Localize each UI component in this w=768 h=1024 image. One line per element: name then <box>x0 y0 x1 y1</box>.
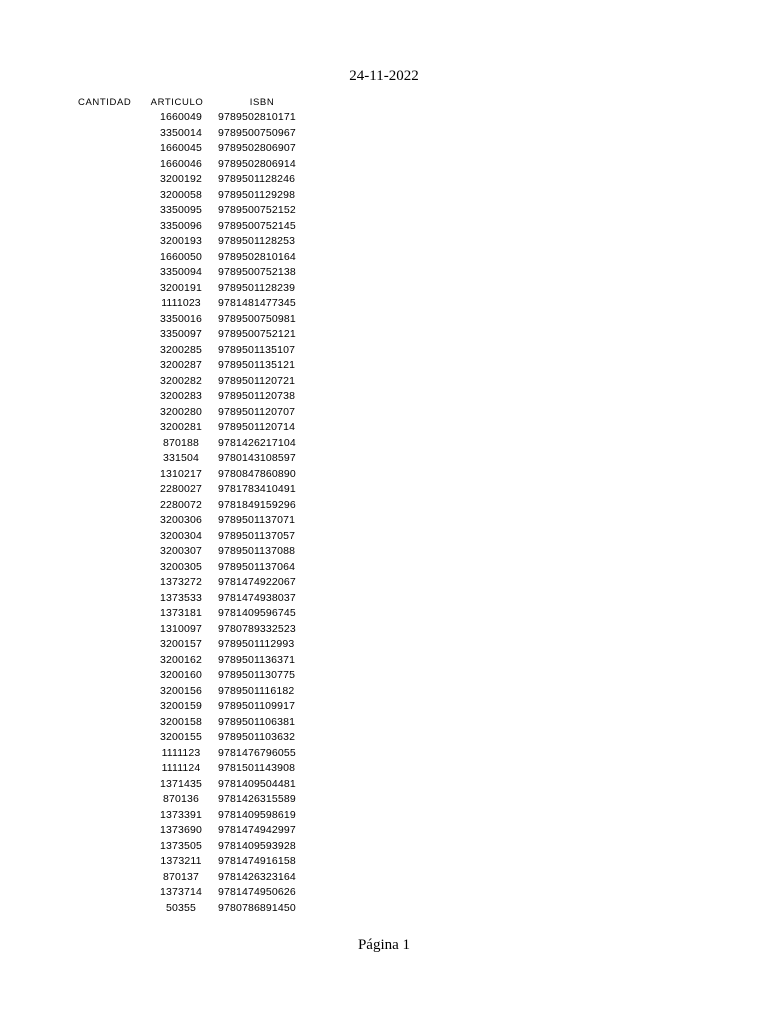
cell-articulo-value: 3200159 <box>160 700 202 712</box>
cell-articulo <box>144 901 210 917</box>
cell-isbn: 9789501120721 <box>218 374 296 387</box>
cell-articulo <box>144 451 210 467</box>
cell-cantidad <box>78 715 144 731</box>
cell-cantidad <box>78 668 144 684</box>
table-row <box>78 792 314 808</box>
cell-articulo-value: 1111124 <box>161 762 201 774</box>
cell-articulo-value: 3200058 <box>160 188 202 201</box>
cell-articulo <box>144 467 210 483</box>
table-row <box>78 668 314 684</box>
cell-articulo-value: 870137 <box>163 870 199 883</box>
cell-isbn: 9789501136371 <box>218 653 296 666</box>
cell-isbn: 9789501112993 <box>218 638 295 650</box>
cell-articulo <box>144 653 210 669</box>
cell-isbn: 9789501137064 <box>218 560 296 573</box>
cell-isbn: 9781426323164 <box>218 870 296 883</box>
table-row <box>78 358 314 374</box>
cell-articulo <box>144 405 210 421</box>
table-row <box>78 529 314 545</box>
cell-articulo <box>144 513 210 529</box>
cell-articulo-value: 3200158 <box>160 715 202 728</box>
cell-isbn: 9781474942997 <box>218 824 296 836</box>
table-row <box>78 157 314 173</box>
cell-articulo-value: 1111023 <box>161 297 201 309</box>
cell-isbn: 9780786891450 <box>218 901 296 914</box>
column-header-cantidad: CANTIDAD <box>78 97 132 108</box>
cell-isbn: 9781501143908 <box>218 762 296 774</box>
cell-articulo-value: 3350095 <box>160 204 202 216</box>
cell-isbn: 9789501103632 <box>218 731 296 743</box>
cell-articulo-value: 3200285 <box>160 343 202 356</box>
cell-isbn: 9789502810164 <box>218 250 296 263</box>
cell-articulo <box>144 374 210 390</box>
cell-articulo <box>144 219 210 235</box>
table-row <box>78 188 314 204</box>
cell-isbn: 9789501135107 <box>218 343 296 356</box>
cell-articulo <box>144 575 210 591</box>
cell-articulo-value: 3200157 <box>160 638 202 650</box>
cell-articulo-value: 3350016 <box>160 312 202 325</box>
table-row <box>78 699 314 715</box>
cell-cantidad <box>78 684 144 700</box>
cell-articulo-value: 3200282 <box>160 374 202 387</box>
cell-cantidad <box>78 327 144 343</box>
cell-isbn: 9789501137057 <box>218 529 296 542</box>
table-row <box>78 684 314 700</box>
cell-articulo-value: 1373505 <box>160 839 202 852</box>
table-row <box>78 281 314 297</box>
table-row <box>78 405 314 421</box>
cell-cantidad <box>78 808 144 824</box>
cell-cantidad <box>78 575 144 591</box>
cell-cantidad <box>78 467 144 483</box>
cell-isbn: 9789501128246 <box>218 173 296 185</box>
cell-articulo <box>144 157 210 173</box>
cell-isbn: 9781481477345 <box>218 297 296 309</box>
cell-articulo-value: 3200193 <box>160 235 202 247</box>
cell-isbn: 9789501137071 <box>218 514 296 526</box>
cell-articulo-value: 870188 <box>163 436 199 449</box>
cell-cantidad <box>78 777 144 793</box>
cell-isbn: 9789501129298 <box>218 188 296 201</box>
table-row <box>78 374 314 390</box>
cell-isbn: 9789501116182 <box>218 684 295 697</box>
table-row <box>78 498 314 514</box>
cell-articulo <box>144 281 210 297</box>
table-row <box>78 885 314 901</box>
cell-articulo <box>144 420 210 436</box>
table-row <box>78 296 314 312</box>
cell-cantidad <box>78 529 144 545</box>
table-row <box>78 420 314 436</box>
cell-articulo <box>144 172 210 188</box>
cell-articulo-value: 1660049 <box>160 111 202 123</box>
cell-isbn: 9781474916158 <box>218 855 296 867</box>
cell-articulo-value: 870136 <box>163 793 199 805</box>
cell-isbn: 9780847860890 <box>218 467 296 480</box>
cell-articulo <box>144 854 210 870</box>
cell-isbn: 9781409593928 <box>218 839 296 852</box>
cell-articulo-value: 3200191 <box>160 281 202 294</box>
cell-cantidad <box>78 653 144 669</box>
cell-cantidad <box>78 343 144 359</box>
cell-articulo <box>144 885 210 901</box>
table-row <box>78 343 314 359</box>
cell-isbn: 9781474950626 <box>218 886 296 898</box>
cell-articulo <box>144 870 210 886</box>
page-number: Página 1 <box>357 937 411 953</box>
cell-articulo <box>144 808 210 824</box>
cell-isbn: 9789501109917 <box>218 700 296 712</box>
cell-cantidad <box>78 591 144 607</box>
cell-articulo <box>144 668 210 684</box>
cell-isbn: 9781783410491 <box>218 483 296 495</box>
cell-cantidad <box>78 451 144 467</box>
cell-isbn: 9781426315589 <box>218 793 296 805</box>
table-row <box>78 126 314 142</box>
cell-articulo-value: 3200305 <box>160 560 202 573</box>
table-header <box>78 95 314 110</box>
cell-cantidad <box>78 761 144 777</box>
table-row <box>78 839 314 855</box>
table-row <box>78 451 314 467</box>
cell-articulo-value: 1310097 <box>160 622 202 635</box>
cell-articulo <box>144 560 210 576</box>
cell-articulo <box>144 746 210 762</box>
cell-articulo-value: 3200280 <box>160 405 202 418</box>
cell-articulo-value: 1660046 <box>160 157 202 170</box>
cell-isbn: 9789501120738 <box>218 390 296 402</box>
page-date: 24-11-2022 <box>349 68 419 84</box>
cell-isbn: 9781409598619 <box>218 808 296 821</box>
cell-isbn: 9781849159296 <box>218 498 296 511</box>
cell-cantidad <box>78 544 144 560</box>
cell-isbn: 9789502810171 <box>218 111 296 123</box>
cell-articulo-value: 3200192 <box>160 173 202 185</box>
cell-articulo <box>144 792 210 808</box>
cell-cantidad <box>78 141 144 157</box>
cell-articulo-value: 1373714 <box>160 886 202 898</box>
cell-articulo-value: 1373690 <box>160 824 202 836</box>
cell-isbn: 9789501120707 <box>218 405 296 418</box>
articles-table <box>78 95 314 916</box>
cell-isbn: 9781409596745 <box>218 607 296 619</box>
cell-articulo <box>144 436 210 452</box>
cell-articulo-value: 50355 <box>166 901 196 914</box>
cell-articulo-value: 3200304 <box>160 529 202 542</box>
table-row <box>78 777 314 793</box>
table-row <box>78 637 314 653</box>
cell-isbn: 9789501106381 <box>218 715 296 728</box>
cell-articulo <box>144 777 210 793</box>
table-row <box>78 544 314 560</box>
cell-cantidad <box>78 746 144 762</box>
cell-isbn: 9789500750981 <box>218 312 296 325</box>
cell-isbn: 9789501130775 <box>218 669 296 681</box>
cell-cantidad <box>78 622 144 638</box>
table-body <box>78 110 314 916</box>
table-row <box>78 389 314 405</box>
cell-articulo <box>144 141 210 157</box>
cell-cantidad <box>78 405 144 421</box>
cell-cantidad <box>78 250 144 266</box>
cell-articulo-value: 2280072 <box>160 498 202 511</box>
cell-cantidad <box>78 498 144 514</box>
cell-isbn: 9789501120714 <box>218 421 296 433</box>
cell-articulo-value: 1310217 <box>160 467 202 480</box>
cell-articulo <box>144 110 210 126</box>
cell-articulo-value: 3200155 <box>160 731 202 743</box>
cell-isbn: 9789500752138 <box>218 266 296 278</box>
cell-cantidad <box>78 157 144 173</box>
cell-isbn: 9789500752121 <box>218 328 296 340</box>
cell-articulo <box>144 358 210 374</box>
cell-articulo <box>144 234 210 250</box>
cell-cantidad <box>78 234 144 250</box>
cell-articulo <box>144 250 210 266</box>
table-row <box>78 234 314 250</box>
cell-articulo <box>144 203 210 219</box>
cell-cantidad <box>78 854 144 870</box>
cell-cantidad <box>78 296 144 312</box>
cell-articulo <box>144 606 210 622</box>
table-row <box>78 327 314 343</box>
cell-articulo-value: 3200307 <box>160 545 202 557</box>
cell-isbn: 9781426217104 <box>218 436 296 449</box>
cell-cantidad <box>78 560 144 576</box>
cell-cantidad <box>78 374 144 390</box>
cell-cantidad <box>78 219 144 235</box>
table-row <box>78 110 314 126</box>
cell-isbn: 9789501137088 <box>218 545 296 557</box>
cell-isbn: 9781476796055 <box>218 746 296 759</box>
cell-articulo <box>144 591 210 607</box>
cell-articulo-value: 3200156 <box>160 684 202 697</box>
cell-cantidad <box>78 188 144 204</box>
cell-articulo-value: 1111123 <box>161 746 201 759</box>
table-row <box>78 901 314 917</box>
cell-cantidad <box>78 823 144 839</box>
cell-articulo-value: 2280027 <box>160 483 202 495</box>
cell-articulo-value: 3200162 <box>160 653 202 666</box>
cell-isbn: 9780789332523 <box>218 622 296 635</box>
column-header-isbn: ISBN <box>249 97 275 108</box>
cell-cantidad <box>78 699 144 715</box>
table-row <box>78 575 314 591</box>
table-row <box>78 312 314 328</box>
cell-articulo-value: 3200306 <box>160 514 202 526</box>
cell-cantidad <box>78 126 144 142</box>
cell-cantidad <box>78 436 144 452</box>
cell-isbn: 9781474922067 <box>218 576 296 588</box>
cell-articulo <box>144 482 210 498</box>
cell-isbn: 9789501128239 <box>218 281 296 294</box>
cell-isbn: 9781409504481 <box>218 777 296 790</box>
cell-cantidad <box>78 358 144 374</box>
cell-articulo-value: 1373181 <box>160 607 202 619</box>
cell-articulo-value: 3350096 <box>160 219 202 232</box>
table-row <box>78 265 314 281</box>
cell-articulo-value: 3200160 <box>160 669 202 681</box>
cell-isbn: 9789500752152 <box>218 204 296 216</box>
cell-cantidad <box>78 730 144 746</box>
table-row <box>78 482 314 498</box>
cell-cantidad <box>78 172 144 188</box>
cell-isbn: 9781474938037 <box>218 591 296 604</box>
table-row <box>78 513 314 529</box>
table-row <box>78 870 314 886</box>
cell-isbn: 9789501135121 <box>218 359 296 371</box>
table-row <box>78 219 314 235</box>
cell-articulo-value: 3200283 <box>160 390 202 402</box>
cell-articulo <box>144 699 210 715</box>
cell-articulo <box>144 544 210 560</box>
cell-cantidad <box>78 606 144 622</box>
table-row <box>78 761 314 777</box>
cell-articulo <box>144 296 210 312</box>
table-row <box>78 854 314 870</box>
cell-cantidad <box>78 203 144 219</box>
cell-articulo-value: 3350014 <box>160 126 202 139</box>
table-row <box>78 141 314 157</box>
table-row <box>78 606 314 622</box>
cell-cantidad <box>78 839 144 855</box>
table-row <box>78 808 314 824</box>
cell-articulo <box>144 265 210 281</box>
cell-cantidad <box>78 637 144 653</box>
cell-articulo-value: 3200287 <box>160 359 202 371</box>
cell-articulo-value: 3350097 <box>160 328 202 340</box>
cell-cantidad <box>78 885 144 901</box>
table-row <box>78 203 314 219</box>
cell-cantidad <box>78 281 144 297</box>
cell-isbn: 9789502806914 <box>218 157 296 170</box>
table-row <box>78 250 314 266</box>
cell-articulo <box>144 637 210 653</box>
cell-articulo <box>144 312 210 328</box>
cell-isbn: 9780143108597 <box>218 452 296 464</box>
cell-articulo <box>144 188 210 204</box>
cell-articulo <box>144 684 210 700</box>
table-row <box>78 172 314 188</box>
cell-articulo <box>144 761 210 777</box>
table-row <box>78 823 314 839</box>
cell-cantidad <box>78 265 144 281</box>
cell-cantidad <box>78 901 144 917</box>
cell-articulo <box>144 715 210 731</box>
cell-articulo <box>144 327 210 343</box>
cell-isbn: 9789500750967 <box>218 126 296 139</box>
cell-articulo-value: 1373272 <box>160 576 202 588</box>
cell-isbn: 9789502806907 <box>218 142 296 154</box>
cell-articulo-value: 3200281 <box>160 421 202 433</box>
cell-articulo-value: 1660045 <box>160 142 202 154</box>
cell-articulo-value: 1660050 <box>160 250 202 263</box>
cell-articulo <box>144 389 210 405</box>
table-row <box>78 715 314 731</box>
table-row <box>78 730 314 746</box>
cell-articulo <box>144 529 210 545</box>
table-row <box>78 746 314 762</box>
cell-articulo-value: 1373533 <box>160 591 202 604</box>
cell-articulo <box>144 730 210 746</box>
cell-cantidad <box>78 513 144 529</box>
cell-isbn: 9789500752145 <box>218 219 296 232</box>
table-row <box>78 653 314 669</box>
cell-cantidad <box>78 389 144 405</box>
cell-articulo <box>144 126 210 142</box>
cell-articulo-value: 331504 <box>163 452 199 464</box>
table-row <box>78 436 314 452</box>
cell-articulo <box>144 622 210 638</box>
cell-isbn: 9789501128253 <box>218 235 296 247</box>
cell-articulo <box>144 839 210 855</box>
cell-cantidad <box>78 870 144 886</box>
column-header-articulo: ARTICULO <box>150 97 204 108</box>
cell-cantidad <box>78 420 144 436</box>
cell-cantidad <box>78 482 144 498</box>
cell-cantidad <box>78 312 144 328</box>
cell-articulo-value: 1371435 <box>160 777 202 790</box>
cell-articulo <box>144 498 210 514</box>
table-row <box>78 622 314 638</box>
table-row <box>78 560 314 576</box>
cell-articulo-value: 1373211 <box>160 855 202 867</box>
cell-articulo <box>144 823 210 839</box>
cell-cantidad <box>78 792 144 808</box>
cell-articulo-value: 3350094 <box>160 266 202 278</box>
cell-articulo-value: 1373391 <box>160 808 202 821</box>
cell-cantidad <box>78 110 144 126</box>
cell-articulo <box>144 343 210 359</box>
table-row <box>78 591 314 607</box>
table-row <box>78 467 314 483</box>
